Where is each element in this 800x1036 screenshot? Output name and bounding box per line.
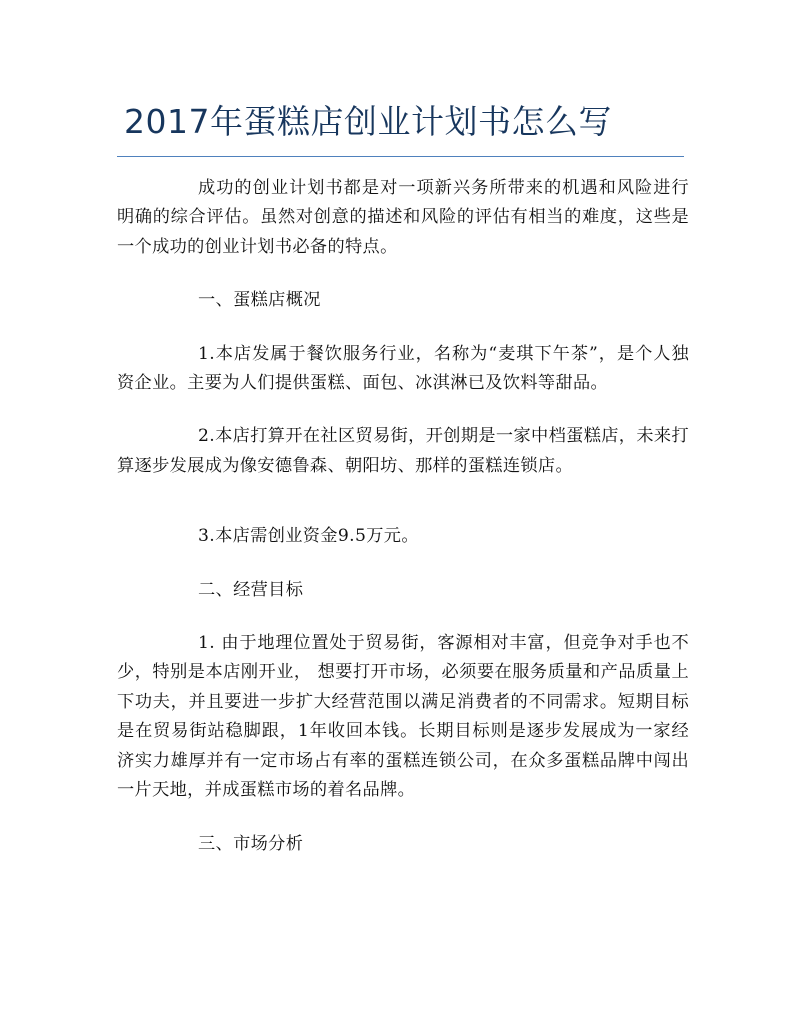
section-heading-market: 三、市场分析 (198, 833, 304, 854)
title-underline (117, 156, 684, 157)
overview-item-2: 2.本店打算开在社区贸易街，开创期是一家中档蛋糕店，未来打算逐步发展成为像安德鲁森、朝阳坊、那样的蛋糕连锁店。 (117, 426, 689, 476)
overview-item-3: 3.本店需创业资金9.5万元。 (198, 526, 419, 547)
overview-item-1: 1.本店发属于餐饮服务行业，名称为“麦琪下午茶”，是个人独资企业。主要为人们提供蛋糕、面包、冰淇淋已及饮料等甜品。 (117, 343, 689, 394)
goals-item-1: 1. 由于地理位置处于贸易街，客源相对丰富，但竞争对手也不少，特别是本店刚开业， 想要打开市场，必须要在服务质量和产品质量上下功夫，并且要进一步扩大经营范围以满足消费者的不同需求。短期目标是在贸易街站稳脚跟，1年收回本钱。长期目标则是逐步发展成为一家经济实力雄厚并有一定市场占有率的蛋糕连锁公司，在众多蛋糕品牌中闯出一片天地，并成蛋糕市场的着名品牌。 (117, 633, 689, 801)
intro-paragraph: 成功的创业计划书都是对一项新兴务所带来的机遇和风险进行明确的综合评估。虽然对创意的描述和风险的评估有相当的难度，这些是一个成功的创业计划书必备的特点。 (117, 178, 689, 257)
document-title: 2017年蛋糕店创业计划书怎么写 (124, 102, 612, 141)
section-heading-goals: 二、经营目标 (198, 579, 304, 600)
document-body (117, 174, 689, 883)
section-heading-overview: 一、蛋糕店概况 (198, 290, 321, 311)
